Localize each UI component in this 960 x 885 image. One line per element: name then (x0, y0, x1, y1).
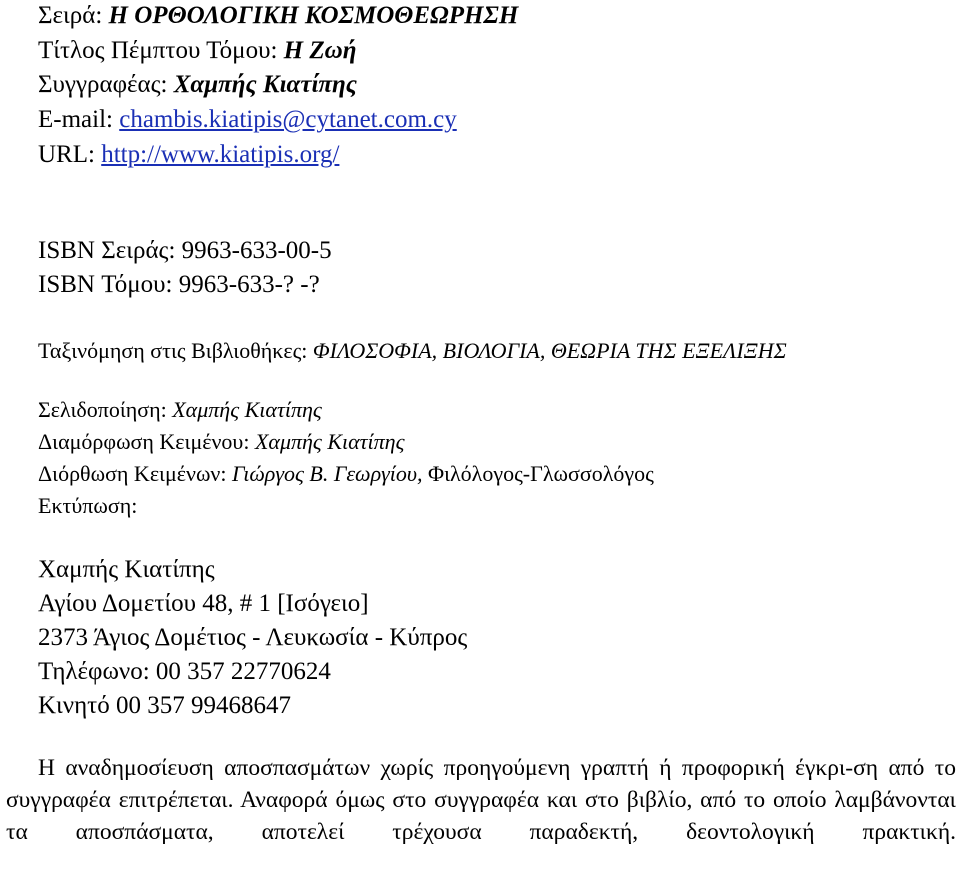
volume-label: Τίτλος Πέμπτου Τόμου: (38, 37, 278, 64)
pagination-value: Χαμπής Κιατίπης (172, 397, 322, 422)
address-phone: Τηλέφωνο: 00 357 22770624 (38, 658, 331, 685)
isbn-volume-label: ISBN Τόμου: (38, 271, 173, 298)
email-link[interactable]: chambis.kiatipis@cytanet.com.cy (119, 106, 457, 133)
proofreading-role: Φιλόλογος-Γλωσσολόγος (428, 461, 654, 486)
formatting-value: Χαμπής Κιατίπης (254, 429, 405, 454)
classification-label: Ταξινόμηση στις Βιβλιοθήκες: (38, 338, 308, 363)
author-label: Συγγραφέας: (38, 71, 168, 98)
proofreading-line (38, 463, 654, 485)
email-line (38, 107, 457, 132)
address-city: 2373 Άγιος Δομέτιος - Λευκωσία - Κύπρος (38, 624, 468, 651)
pagination-label: Σελιδοποίηση: (38, 397, 167, 422)
series-label: Σειρά: (38, 2, 103, 29)
proofreading-label: Διόρθωση Κειμένων: (38, 461, 227, 486)
email-label: E-mail: (38, 106, 113, 133)
url-link[interactable]: http://www.kiatipis.org/ (101, 141, 340, 168)
printing-label: Εκτύπωση: (38, 493, 138, 518)
url-line (38, 142, 339, 167)
formatting-line (38, 431, 405, 453)
series-line (38, 3, 518, 28)
series-title: Η ΟΡΘΟΛΟΓΙΚΗ ΚΟΣΜΟΘΕΩΡΗΣΗ (108, 2, 519, 29)
volume-title: Η Ζωή (283, 37, 357, 64)
isbn-volume-value: 9963-633-? -? (178, 271, 320, 298)
pagination-line (38, 399, 322, 421)
address-mobile: Κινητό 00 357 99468647 (38, 692, 291, 719)
author-line (38, 72, 357, 97)
isbn-series-line (38, 238, 332, 263)
reproduction-notice (6, 752, 956, 880)
isbn-series-value: 9963-633-00-5 (181, 237, 332, 264)
formatting-label: Διαμόρφωση Κειμένου: (38, 429, 250, 454)
classification-line (38, 340, 787, 362)
printing-line (38, 495, 137, 517)
address-name: Χαμπής Κιατίπης (38, 556, 215, 583)
isbn-volume-line (38, 272, 320, 297)
classification-value: ΦΙΛΟΣΟΦΙΑ, ΒΙΟΛΟΓΙΑ, ΘΕΩΡΙΑ ΤΗΣ ΕΞΕΛΙΞΗΣ (312, 338, 787, 363)
reproduction-notice-text: Η αναδημοσίευση αποσπασμάτων χωρίς προηγούμενη γραπτή ή προφορική έγκρι-ση από το συγγραφέα επιτρέπεται. Αναφορά όμως στο συγγραφέα και στο βιβλίο, από το οποίο λαμβάνονται τα αποσπάσματα, αποτελεί τρέχουσα παραδεκτή, δεοντολογική πρακτική. (6, 755, 956, 845)
address-street: Αγίου Δομετίου 48, # 1 [Ισόγειο] (38, 590, 369, 617)
author-name: Χαμπής Κιατίπης (173, 71, 357, 98)
isbn-series-label: ISBN Σειράς: (38, 237, 176, 264)
volume-title-line (38, 38, 356, 63)
proofreading-value: Γιώργος Β. Γεωργίου, (232, 461, 423, 486)
url-label: URL: (38, 141, 95, 168)
